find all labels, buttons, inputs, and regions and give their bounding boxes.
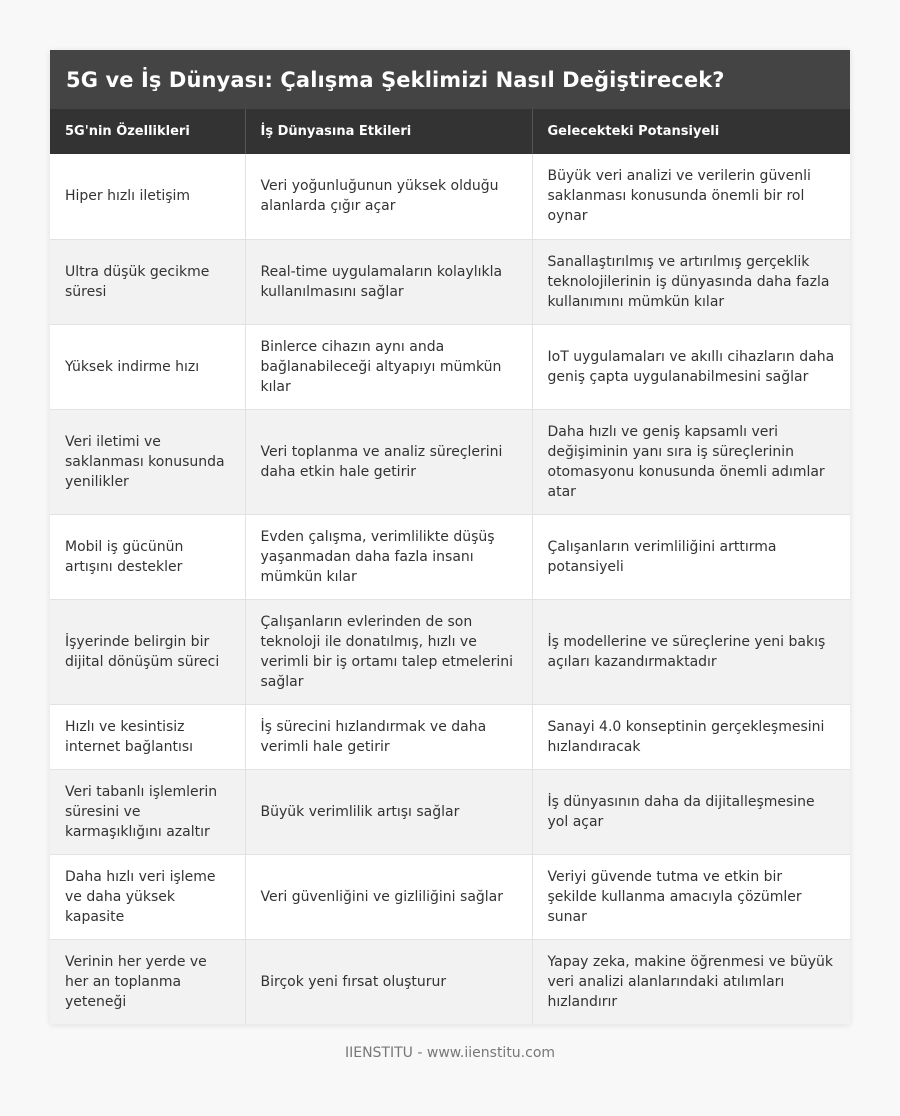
- table-cell: Verinin her yerde ve her an toplanma yeteneği: [50, 939, 245, 1024]
- table-card: [50, 50, 850, 1024]
- table-cell: Veri yoğunluğunun yüksek olduğu alanlarda çığır açar: [245, 154, 532, 239]
- table-cell: İş sürecini hızlandırmak ve daha verimli hale getirir: [245, 704, 532, 769]
- table-cell: Real-time uygulamaların kolaylıkla kullanılmasını sağlar: [245, 239, 532, 324]
- table-cell: Binlerce cihazın aynı anda bağlanabileceği altyapıyı mümkün kılar: [245, 324, 532, 409]
- table-cell: Ultra düşük gecikme süresi: [50, 239, 245, 324]
- title-bar: [50, 50, 850, 109]
- table-cell: Çalışanların verimliliğini arttırma potansiyeli: [532, 514, 850, 599]
- table-cell: İş modellerine ve süreçlerine yeni bakış açıları kazandırmaktadır: [532, 599, 850, 704]
- table-cell: İş dünyasının daha da dijitalleşmesine yol açar: [532, 769, 850, 854]
- table-cell: Veri iletimi ve saklanması konusunda yenilikler: [50, 409, 245, 514]
- table-cell: Büyük veri analizi ve verilerin güvenli saklanması konusunda önemli bir rol oynar: [532, 154, 850, 239]
- table-cell: IoT uygulamaları ve akıllı cihazların daha geniş çapta uygulanabilmesini sağlar: [532, 324, 850, 409]
- table-cell: Veri tabanlı işlemlerin süresini ve karmaşıklığını azaltır: [50, 769, 245, 854]
- table-cell: Veriyi güvende tutma ve etkin bir şekilde kullanma amacıyla çözümler sunar: [532, 854, 850, 939]
- table-cell: Hızlı ve kesintisiz internet bağlantısı: [50, 704, 245, 769]
- table-cell: Veri toplanma ve analiz süreçlerini daha etkin hale getirir: [245, 409, 532, 514]
- table-row: [50, 324, 850, 409]
- table-cell: Yapay zeka, makine öğrenmesi ve büyük veri analizi alanlarındaki atılımları hızlandırır: [547, 953, 834, 1010]
- table-cell: Veri güvenliğini ve gizliliğini sağlar: [245, 854, 532, 939]
- table-cell: Sanallaştırılmış ve artırılmış gerçeklik teknolojilerinin iş dünyasında daha fazla kullanımını mümkün kılar: [532, 239, 850, 324]
- table-cell: Hiper hızlı iletişim: [50, 154, 245, 239]
- table-row: [50, 939, 850, 1024]
- table-cell: Yüksek indirme hızı: [50, 324, 245, 409]
- table-row: [50, 599, 850, 704]
- table-cell: Daha hızlı veri işleme ve daha yüksek kapasite: [50, 854, 245, 939]
- table-header-row: [50, 109, 850, 154]
- table-cell: Çalışanların evlerinden de son teknoloji ile donatılmış, hızlı ve verimli bir iş ortamı talep etmelerini sağlar: [245, 599, 532, 704]
- table-cell: Daha hızlı ve geniş kapsamlı veri değişiminin yanı sıra iş süreçlerinin otomasyonu konusunda önemli adımlar atar: [532, 409, 850, 514]
- page-title: 5G ve İş Dünyası: Çalışma Şeklimizi Nasıl Değiştirecek?: [66, 67, 725, 92]
- comparison-table: [50, 109, 850, 1024]
- table-row: [50, 409, 850, 514]
- column-header: Gelecekteki Potansiyeli: [532, 109, 850, 154]
- table-cell: Büyük verimlilik artışı sağlar: [245, 769, 532, 854]
- footer-credit: IIENSTITU - www.iienstitu.com: [344, 1045, 556, 1061]
- table-cell: Evden çalışma, verimlilikte düşüş yaşanmadan daha fazla insanı mümkün kılar: [245, 514, 532, 599]
- table-row: [50, 239, 850, 324]
- table-row: [50, 769, 850, 854]
- column-header: 5G'nin Özellikleri: [50, 109, 245, 154]
- table-cell: Sanayi 4.0 konseptinin gerçekleşmesini hızlandıracak: [532, 704, 850, 769]
- table-row: [50, 704, 850, 769]
- table-row: [50, 514, 850, 599]
- table-cell: Birçok yeni fırsat oluşturur: [245, 939, 532, 1024]
- table-row: [50, 854, 850, 939]
- table-row: [50, 154, 850, 239]
- table-cell: Mobil iş gücünün artışını destekler: [50, 514, 245, 599]
- column-header: İş Dünyasına Etkileri: [245, 109, 532, 154]
- table-cell: İşyerinde belirgin bir dijital dönüşüm süreci: [50, 599, 245, 704]
